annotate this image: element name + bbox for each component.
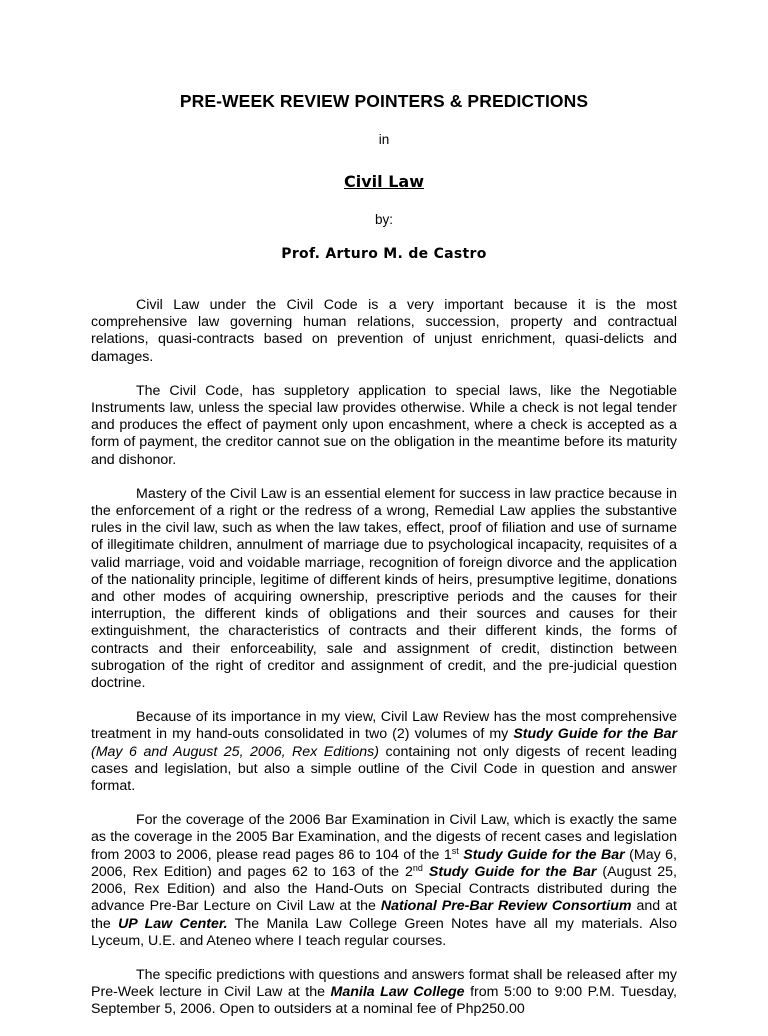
p5-text-4: and at the <box>91 898 677 932</box>
paragraph-6 <box>91 967 677 1019</box>
p4-text-2: containing not only digests of recent leading cases and legislation, but also a simple outline of the Civil Code in question and answer format. <box>91 743 678 795</box>
author-name: Prof. Arturo M. de Castro <box>281 246 487 262</box>
by-label: by: <box>374 212 393 227</box>
subject-heading: Civil Law <box>344 172 424 191</box>
p5-text-1: For the coverage of the 2006 Bar Examination in Civil Law, which is exactly the same as the coverage in the 2005 Bar Examination, and the digests of recent cases and legislation from 2003 to 2006, please read pages 86 to 104 of the 1 <box>91 812 677 863</box>
paragraph-3: Mastery of the Civil Law is an essential element for success in law practice because in the enforcement of a right or the redress of a wrong, Remedial Law applies the substantive rules in the civil law, such as when the law takes, effect, proof of filiation and use of surname of illegitimate children, annulment of marriage due to psychological incapacity, requisites of a valid marriage, void and voidable marriage, recognition of foreign divorce and the application of the nationality principle, legitime of different kinds of heirs, presumptive legitime, donations and other modes of acquiring ownership, prescriptive periods and the causes for their interruption, the different kinds of obligations and their sources and causes for their extinguishment, the characteristics of contracts and their different kinds, the forms of contracts and their enforceability, sale and assignment of credit, distinction between subrogation of the right of creditor and assignment of credit, and the pre-judicial question doctrine. <box>91 485 677 692</box>
document-title: PRE-WEEK REVIEW POINTERS & PREDICTIONS <box>179 91 589 111</box>
paragraph-5 <box>91 812 677 950</box>
p5-text-3: (August 25, 2006, Rex Edition) and also the Hand-Outs on Special Contracts distributed during the advance Pre-Bar Lecture on Civil Law at the <box>91 863 677 915</box>
p5-ordinal-1: st <box>451 845 459 856</box>
p5-text-2: (May 6, 2006, Rex Edition) and pages 62 to 163 of the 2 <box>91 846 677 880</box>
paragraph-4 <box>91 709 677 795</box>
p5-up-law-center: UP Law Center. <box>118 915 228 932</box>
p5-ordinal-2: nd <box>412 862 423 873</box>
paragraph-1: Civil Law under the Civil Code is a very important because it is the most comprehensive law governing human relations, succession, property and contractual relations, quasi-contracts based on prevention of unjust enrichment, quasi-delicts and damages. <box>91 297 677 365</box>
p4-study-guide-title: Study Guide for the Bar <box>513 726 677 743</box>
p6-text-2: from 5:00 to 9:00 P.M. Tuesday, September 5, 2006. Open to outsiders at a nominal fee of Php250.00 <box>91 984 677 1018</box>
in-label: in <box>378 132 390 147</box>
p5-text-5: The Manila Law College Green Notes have all my materials. Also Lyceum, U.E. and Ateneo where I teach regular courses. <box>91 915 677 949</box>
document-body <box>91 297 677 1036</box>
p6-text-1: The specific predictions with questions and answers format shall be released after my Pre-Week lecture in Civil Law at the <box>91 966 677 1001</box>
p4-text-1: Because of its importance in my view, Civil Law Review has the most comprehensive treatment in my hand-outs consolidated in two (2) volumes of my <box>91 709 677 743</box>
p5-study-guide-1: Study Guide for the Bar <box>458 846 625 863</box>
p5-consortium-name: National Pre-Bar Review Consortium <box>380 898 632 915</box>
p4-editions-note: (May 6 and August 25, 2006, Rex Editions) <box>91 743 379 760</box>
p5-study-guide-2: Study Guide for the Bar <box>422 863 597 880</box>
paragraph-2: The Civil Code, has suppletory application to special laws, like the Negotiable Instruments law, unless the special law provides otherwise. While a check is not legal tender and produces the effect of payment only upon encashment, where a check is accepted as a form of payment, the creditor cannot sue on the obligation in the meantime before its maturity and dishonor. <box>91 382 677 468</box>
p6-college-name: Manila Law College <box>330 984 465 1001</box>
